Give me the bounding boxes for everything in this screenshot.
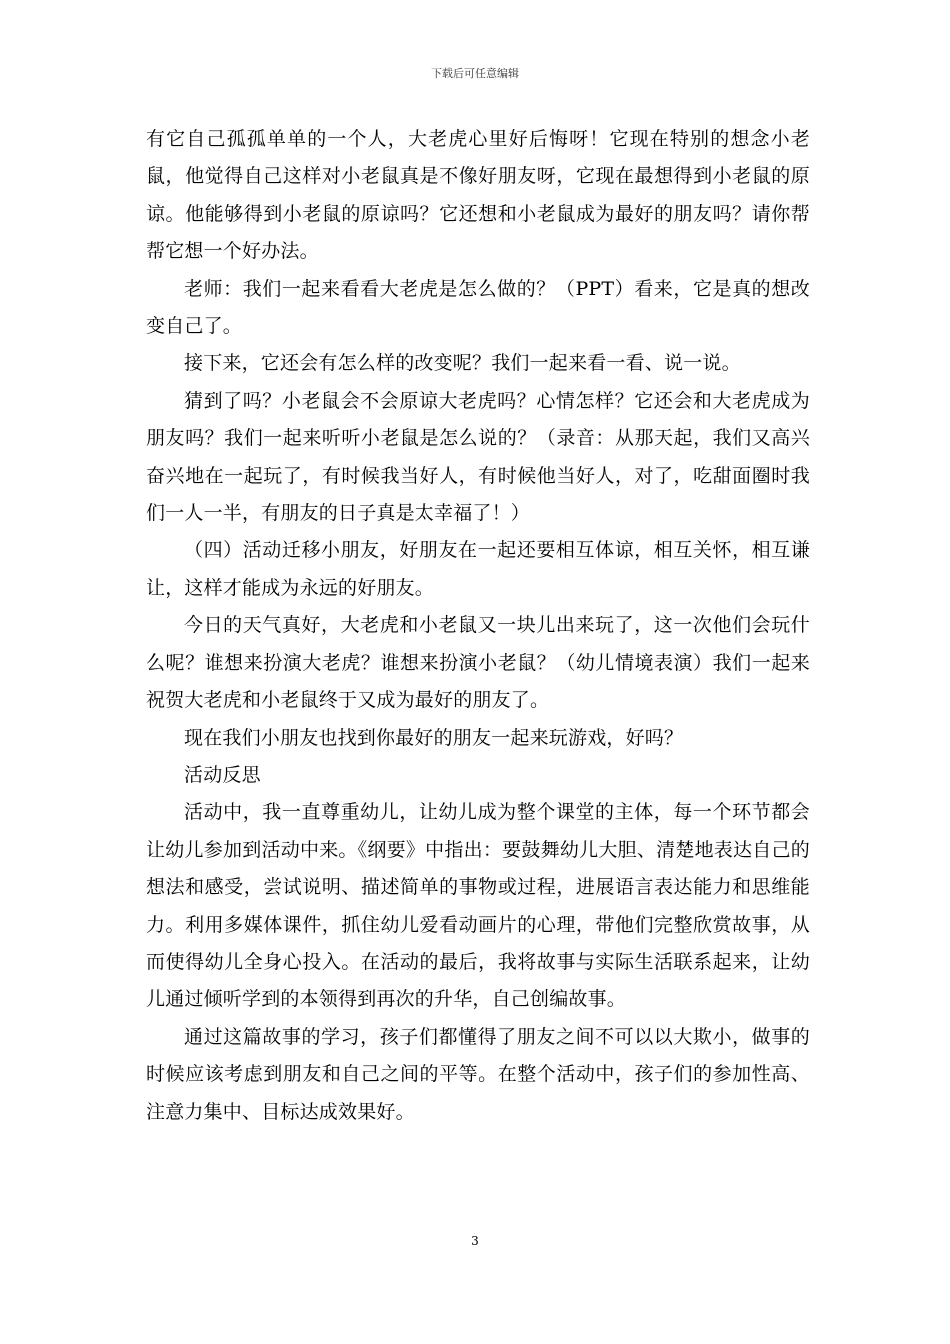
paragraph-weather: 今日的天气真好，大老虎和小老鼠又一块儿出来玩了，这一次他们会玩什么呢？谁想来扮演大老虎？谁想来扮演小老鼠？（幼儿情境表演）我们一起来祝贺大老虎和小老鼠终于又成为最好的朋友了。 [146, 614, 810, 712]
paragraph-conclusion: 通过这篇故事的学习，孩子们都懂得了朋友之间不可以以大欺小，做事的时候应该考虑到朋友和自己之间的平等。在整个活动中，孩子们的参加性高、注意力集中、目标达成效果好。 [146, 1025, 810, 1123]
document-body [146, 121, 810, 1131]
paragraph-guess: 猜到了吗？小老鼠会不会原谅大老虎吗？心情怎样？它还会和大老虎成为朋友吗？我们一起来听听小老鼠是怎么说的？（录音：从那天起，我们又高兴奋兴地在一起玩了，有时候我当好人，有时候他当好人，对了，吃甜面圈时我们一人一半，有朋友的日子真是太幸福了！） [146, 389, 810, 525]
paragraph-next: 接下来，它还会有怎么样的改变呢？我们一起来看一看、说一说。 [184, 352, 741, 375]
paragraph-play-game: 现在我们小朋友也找到你最好的朋友一起来玩游戏，好吗？ [184, 726, 684, 749]
section-heading-reflection: 活动反思 [184, 763, 261, 786]
paragraph-teacher: 老师：我们一起来看看大老虎是怎么做的？（PPT）看来，它是真的想改变自己了。 [146, 277, 810, 338]
page-number: 3 [471, 1234, 479, 1248]
paragraph-activity-transfer: （四）活动迁移小朋友，好朋友在一起还要相互体谅，相互关怀，相互谦让，这样才能成为永远的好朋友。 [146, 539, 810, 599]
paragraph-reflection: 活动中，我一直尊重幼儿，让幼儿成为整个课堂的主体，每一个环节都会让幼儿参加到活动中来。《纲要》中指出：要鼓舞幼儿大胆、清楚地表达自己的想法和感受，尝试说明、描述简单的事物或过程，进展语言表达能力和思维能力。利用多媒体课件，抓住幼儿爱看动画片的心理，带他们完整欣赏故事，从而使得幼儿全身心投入。在活动的最后，我将故事与实际生活联系起来，让幼儿通过倾听学到的本领得到再次的升华，自己创编故事。 [146, 801, 810, 1011]
page-header: 下载后可任意编辑 [431, 67, 519, 80]
paragraph-continuation: 有它自己孤孤单单的一个人，大老虎心里好后悔呀！它现在特别的想念小老鼠，他觉得自己这样对小老鼠真是不像好朋友呀，它现在最想得到小老鼠的原谅。他能够得到小老鼠的原谅吗？它还想和小老鼠成为最好的朋友吗？请你帮帮它想一个好办法。 [146, 128, 810, 263]
